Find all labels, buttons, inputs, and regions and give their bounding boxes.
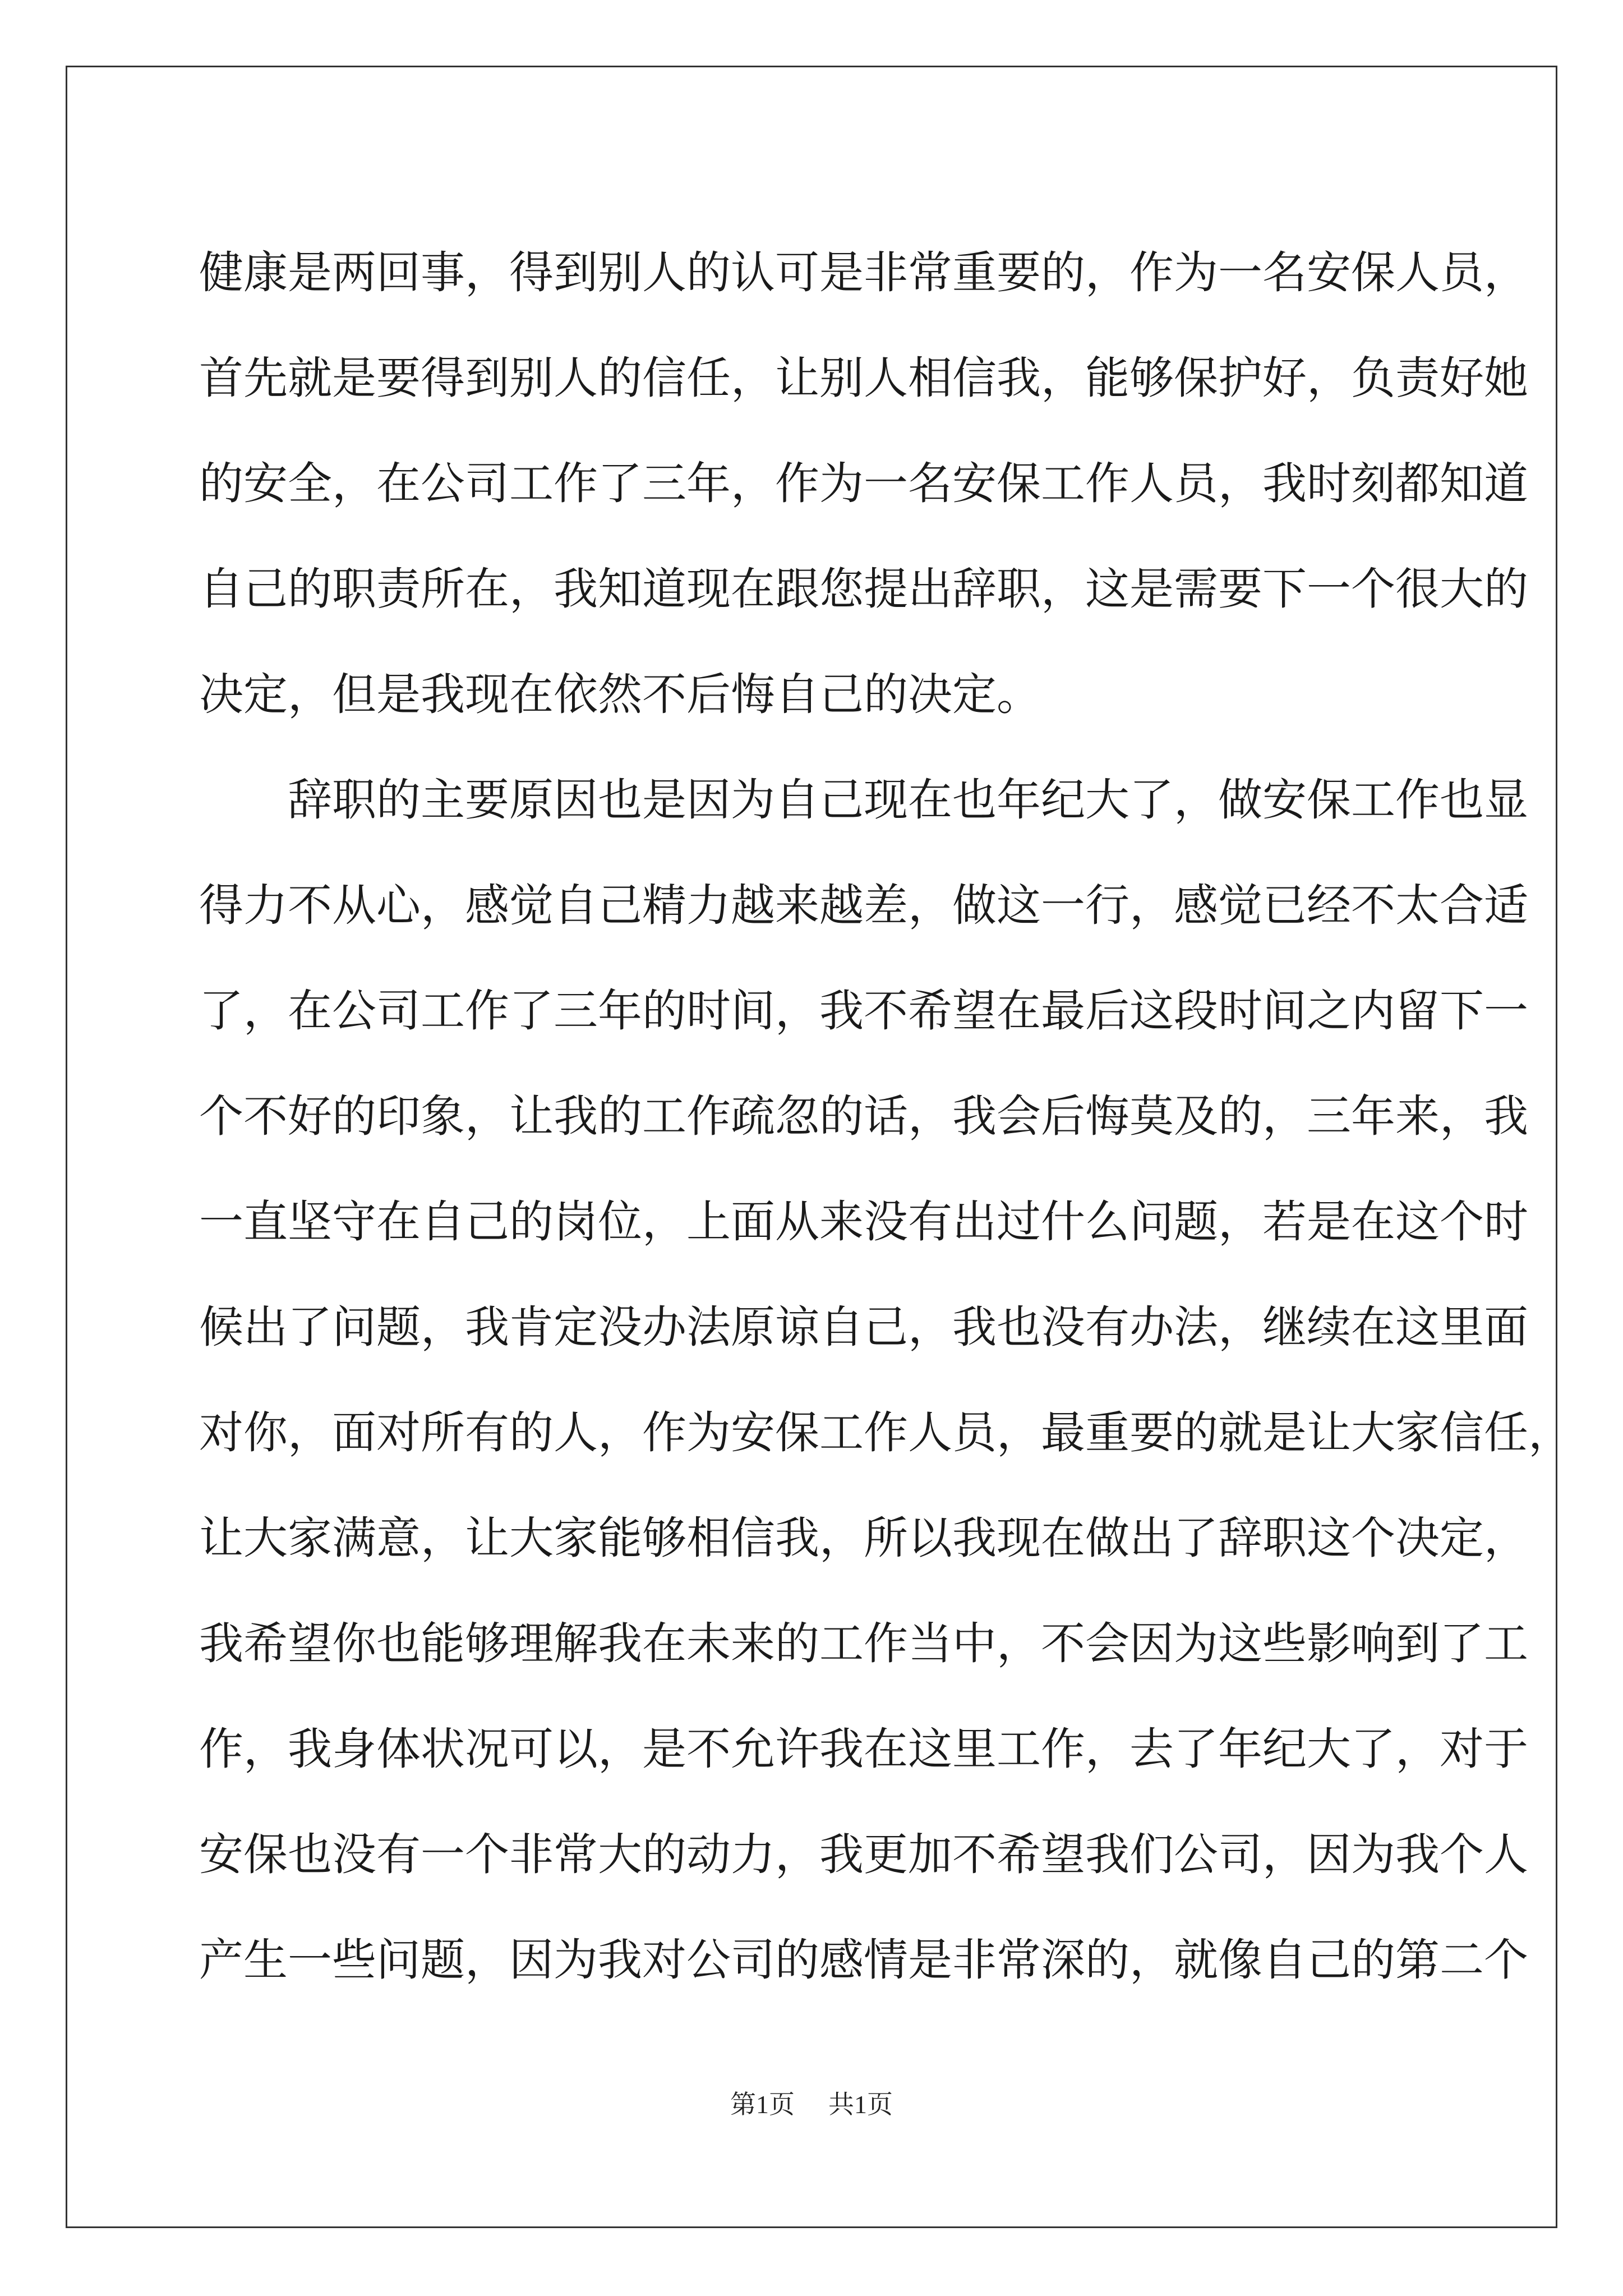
page-number: 第1页 [730, 2090, 795, 2119]
text-line: 的安全，在公司工作了三年，作为一名安保工作人员，我时刻都知道 [199, 458, 1528, 509]
text-line: 对你，面对所有的人，作为安保工作人员，最重要的就是让大家信任， [199, 1407, 1573, 1458]
text-line: 作，我身体状况可以，是不允许我在这里工作，去了年纪大了，对于 [199, 1723, 1528, 1775]
text-line: 了，在公司工作了三年的时间，我不希望在最后这段时间之内留下一 [199, 985, 1528, 1037]
page-count: 共1页 [828, 2090, 893, 2119]
paragraph-first-line: 辞职的主要原因也是因为自己现在也年纪大了，做安保工作也显 [288, 774, 1528, 826]
text-line: 候出了问题，我肯定没办法原谅自己，我也没有办法，继续在这里面 [199, 1301, 1528, 1353]
text-line: 健康是两回事，得到别人的认可是非常重要的，作为一名安保人员， [199, 247, 1528, 298]
text-line: 个不好的印象，让我的工作疏忽的话，我会后悔莫及的，三年来，我 [199, 1091, 1528, 1142]
text-line: 一直坚守在自己的岗位，上面从来没有出过什么问题，若是在这个时 [199, 1196, 1528, 1248]
page-footer [0, 2084, 1623, 2121]
text-line: 让大家满意，让大家能够相信我，所以我现在做出了辞职这个决定， [199, 1512, 1528, 1564]
document-body [199, 220, 1573, 2013]
text-line: 自己的职责所在，我知道现在跟您提出辞职，这是需要下一个很大的 [199, 563, 1528, 615]
text-line: 产生一些问题，因为我对公司的感情是非常深的，就像自己的第二个 [199, 1934, 1528, 1986]
text-line: 首先就是要得到别人的信任，让别人相信我，能够保护好，负责好她 [199, 352, 1528, 404]
text-line: 我希望你也能够理解我在未来的工作当中，不会因为这些影响到了工 [199, 1618, 1528, 1669]
text-line: 得力不从心，感觉自己精力越来越差，做这一行，感觉已经不太合适 [199, 880, 1528, 931]
text-line: 安保也没有一个非常大的动力，我更加不希望我们公司，因为我个人 [199, 1829, 1528, 1880]
text-line: 决定，但是我现在依然不后悔自己的决定。 [199, 669, 1041, 720]
